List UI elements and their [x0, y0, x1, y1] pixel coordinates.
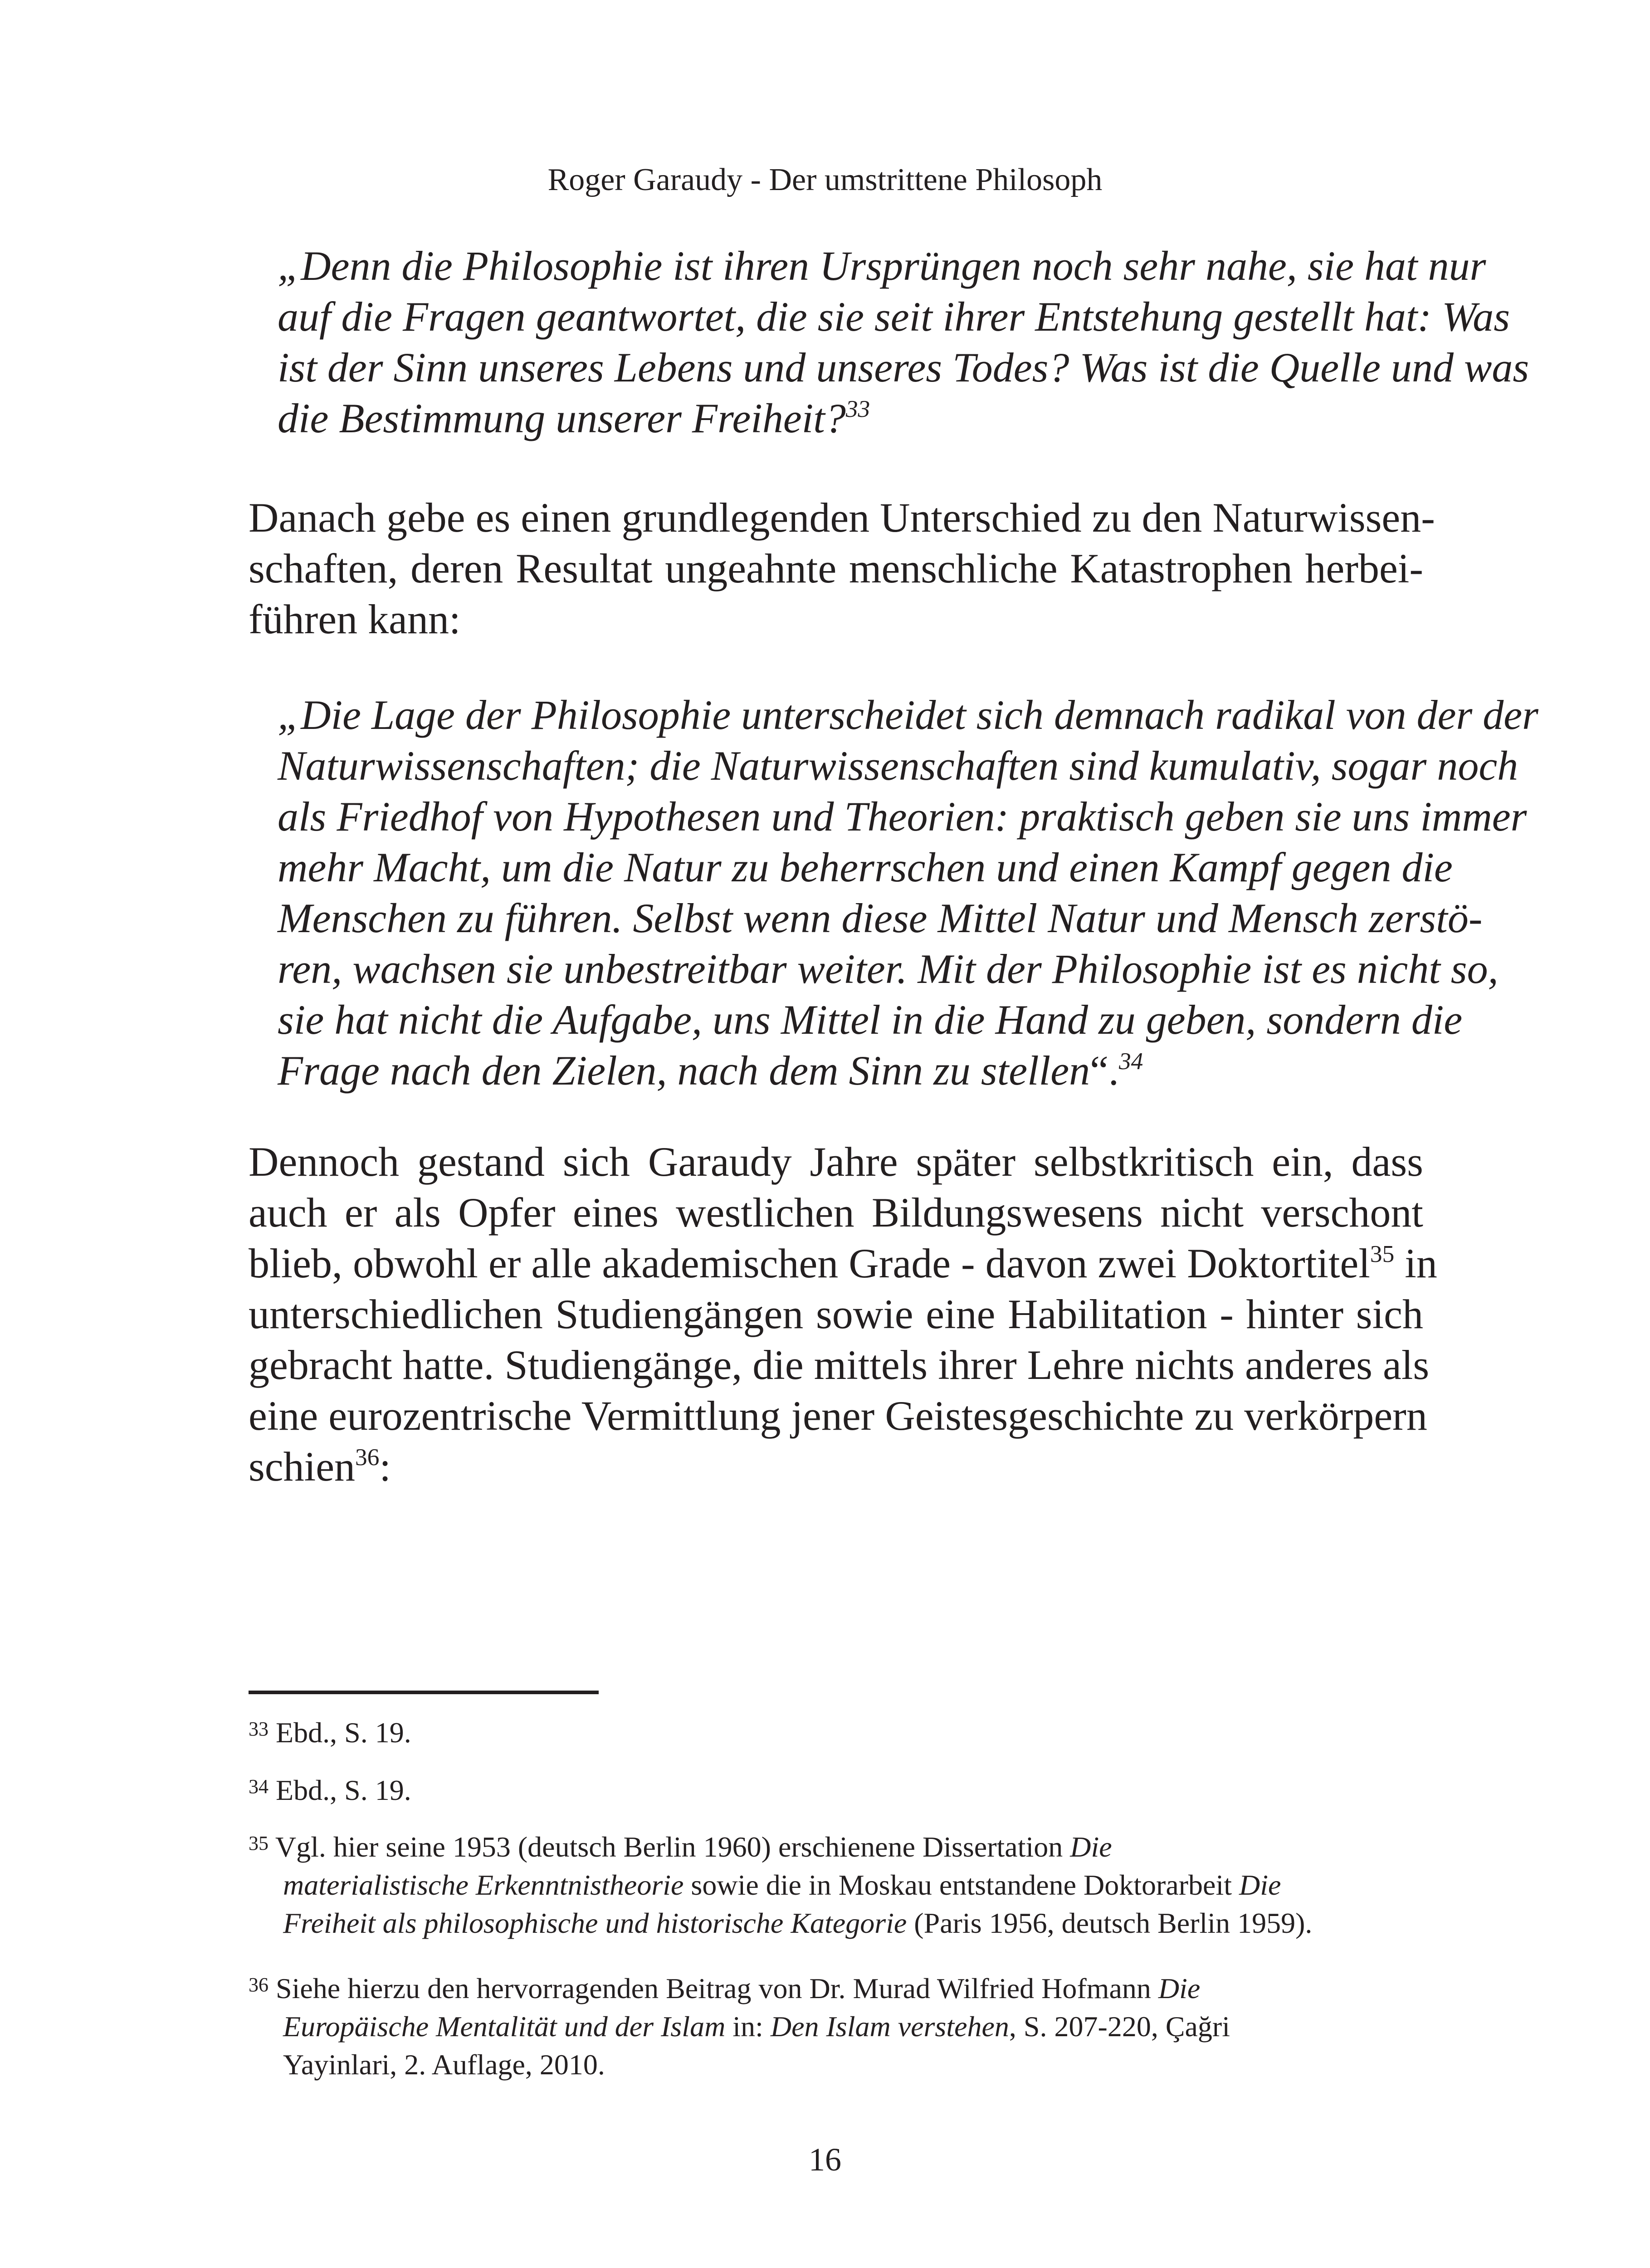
paragraph-text: :	[379, 1443, 391, 1490]
footnote-text: Ebd., S. 19.	[276, 1774, 411, 1806]
quote-line-last	[278, 1045, 1421, 1096]
footnote-text: sowie die in Moskau entstandene Doktorarbeit	[683, 1869, 1239, 1901]
paragraph-text: blieb, obwohl er alle akademischen Grade - davon zwei Doktortitel	[249, 1240, 1370, 1286]
quote-line: ren, wachsen sie unbestreitbar weiter. Mit der Philosophie ist es nicht so,	[278, 946, 1499, 992]
footnote-34	[249, 1771, 1423, 1809]
footnote-33	[249, 1714, 1423, 1752]
quote-line: „Denn die Philosophie ist ihren Ursprüngen noch sehr nahe, sie hat nur	[278, 243, 1486, 289]
footnote-ref-34[interactable]: 34	[1118, 1047, 1143, 1075]
quote-line: als Friedhof von Hypothesen und Theorien: praktisch geben sie uns immer	[278, 793, 1527, 840]
paragraph-1	[249, 492, 1435, 645]
paragraph-line: führen kann:	[249, 596, 461, 642]
footnote-text: , S. 207-220, Çağri	[1009, 2010, 1230, 2043]
paragraph-line-with-ref	[249, 1441, 1423, 1492]
footnote-text: in:	[725, 2010, 771, 2043]
footnote-text: Siehe hierzu den hervorragenden Beitrag von Dr. Murad Wilfried Hofmann	[276, 1972, 1158, 2004]
quote-line: sie hat nicht die Aufgabe, uns Mittel in die Hand zu geben, sondern die	[278, 997, 1463, 1043]
paragraph-line: Dennoch gestand sich Garaudy Jahre später selbstkritisch ein, dass	[249, 1139, 1423, 1185]
closing-quote: “.	[1090, 1047, 1119, 1094]
footnote-ref-35[interactable]: 35	[1370, 1240, 1395, 1267]
footnote-title: Die	[1158, 1972, 1201, 2004]
footnote-text: Yayinlari, 2. Auflage, 2010.	[283, 2048, 605, 2081]
paragraph-line: unterschiedlichen Studiengängen sowie eine Habilitation - hinter sich	[249, 1291, 1423, 1337]
footnote-number: 33	[249, 1718, 268, 1740]
paragraph-line-with-ref	[249, 1238, 1437, 1289]
footnote-ref-33[interactable]: 33	[845, 395, 870, 422]
quote-line: Menschen zu führen. Selbst wenn diese Mittel Natur und Mensch zerstö-	[278, 895, 1483, 941]
paragraph-line: eine eurozentrische Vermittlung jener Geistesgeschichte zu verkörpern	[249, 1393, 1427, 1439]
page-number: 16	[809, 2141, 841, 2178]
footnote-number: 35	[249, 1832, 268, 1854]
footnote-title: Die	[1070, 1831, 1112, 1863]
footnote-title: Den Islam verstehen	[770, 2010, 1009, 2043]
paragraph-line: auch er als Opfer eines westlichen Bildungswesens nicht verschont	[249, 1189, 1423, 1236]
quote-line: „Die Lage der Philosophie unterscheidet sich demnach radikal von der der	[278, 692, 1538, 738]
footnote-text: (Paris 1956, deutsch Berlin 1959).	[907, 1907, 1313, 1939]
quote-line: mehr Macht, um die Natur zu beherrschen und einen Kampf gegen die	[278, 844, 1453, 890]
footnote-35	[249, 1828, 1423, 1942]
block-quote-2	[278, 689, 1538, 1096]
paragraph-text: schien	[249, 1443, 356, 1490]
quote-line: Naturwissenschaften; die Naturwissenschaften sind kumulativ, sogar noch	[278, 743, 1518, 789]
paragraph-line: Danach gebe es einen grundlegenden Unterschied zu den Naturwissen-	[249, 494, 1435, 541]
footnote-title: materialistische Erkenntnistheorie	[283, 1869, 684, 1901]
running-head: Roger Garaudy - Der umstrittene Philosoph	[547, 162, 1103, 197]
block-quote-1	[278, 240, 1529, 444]
footnote-separator	[249, 1691, 599, 1694]
footnote-text: Vgl. hier seine 1953 (deutsch Berlin 1960) erschienene Dissertation	[275, 1831, 1070, 1863]
footnote-36	[249, 1970, 1423, 2084]
quote-text: Frage nach den Zielen, nach dem Sinn zu stellen	[278, 1047, 1090, 1094]
paragraph-line: schaften, deren Resultat ungeahnte menschliche Katastrophen herbei-	[249, 545, 1423, 591]
quote-line: ist der Sinn unseres Lebens und unseres Todes? Was ist die Quelle und was	[278, 344, 1529, 391]
footnote-number: 34	[249, 1775, 268, 1798]
footnote-number: 36	[249, 1974, 268, 1996]
quote-line: auf die Fragen geantwortet, die sie seit ihrer Entstehung gestellt hat: Was	[278, 293, 1510, 340]
quote-text: die Bestimmung unserer Freiheit?	[278, 395, 846, 441]
paragraph-line: gebracht hatte. Studiengänge, die mittels ihrer Lehre nichts anderes als	[249, 1342, 1430, 1388]
paragraph-text: in	[1394, 1240, 1437, 1286]
footnote-ref-36[interactable]: 36	[355, 1443, 380, 1471]
footnote-title: Die	[1239, 1869, 1281, 1901]
footnote-text: Ebd., S. 19.	[276, 1716, 411, 1749]
footnote-title: Europäische Mentalität und der Islam	[283, 2010, 726, 2043]
footnote-title: Freiheit als philosophische und historische Kategorie	[283, 1907, 907, 1939]
quote-line-last	[278, 393, 1421, 444]
paragraph-2	[249, 1136, 1437, 1492]
